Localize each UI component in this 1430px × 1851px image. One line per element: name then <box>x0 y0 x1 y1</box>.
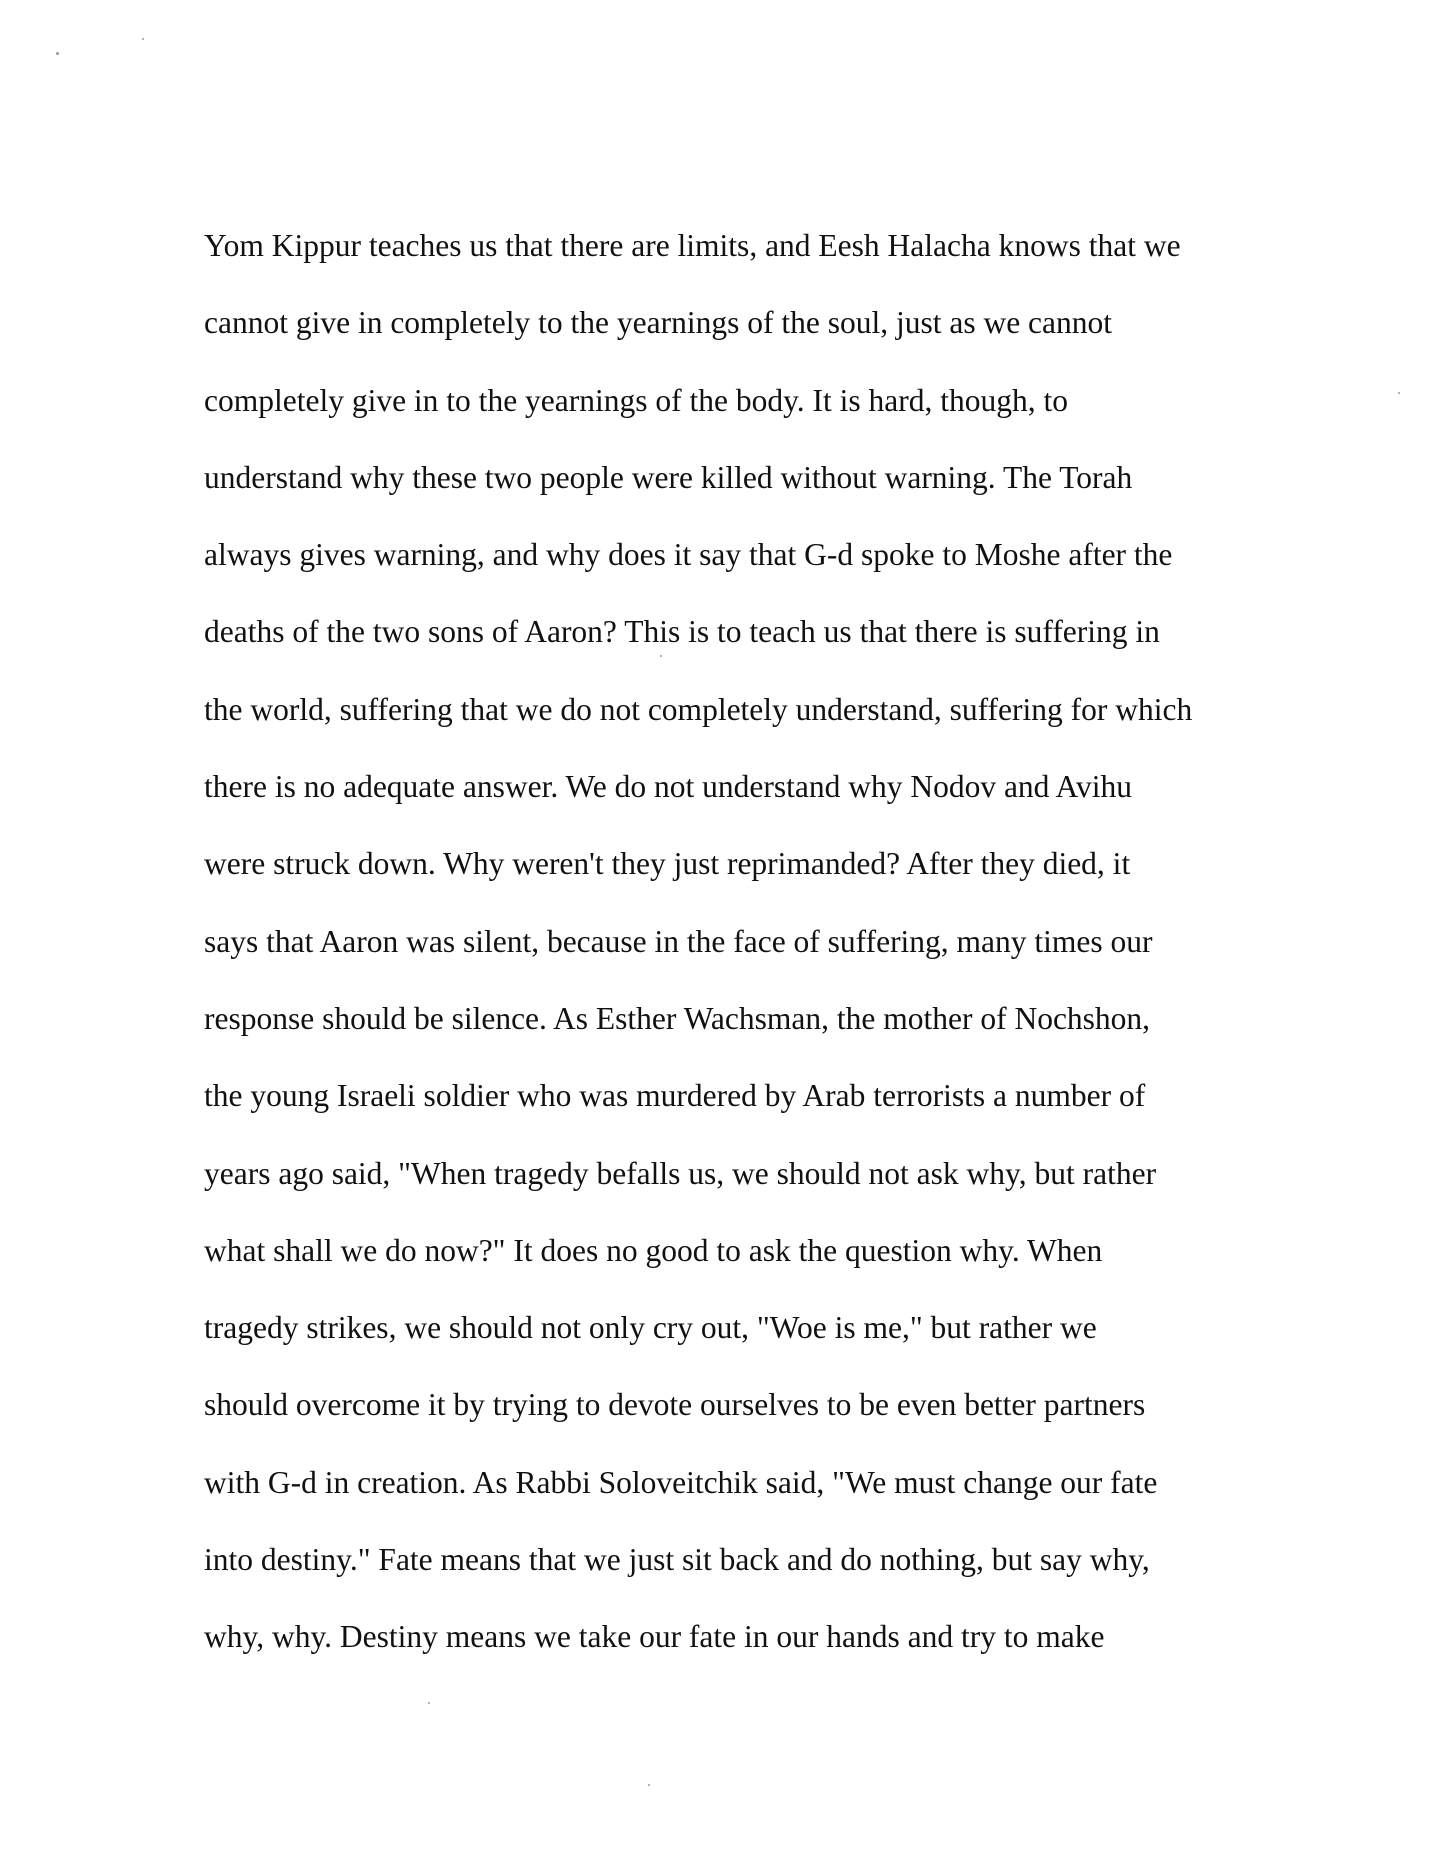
text-line: Yom Kippur teaches us that there are limits, and Eesh Halacha knows that we <box>204 228 1181 263</box>
scan-speck <box>648 1784 650 1786</box>
text-line: should overcome it by trying to devote ourselves to be even better partners <box>204 1387 1146 1423</box>
text-line: into destiny." Fate means that we just sit back and do nothing, but say why, <box>204 1542 1150 1578</box>
text-line: response should be silence. As Esther Wachsman, the mother of Nochshon, <box>204 1000 1151 1036</box>
scan-speck <box>1398 392 1400 394</box>
text-line: what shall we do now?" It does no good to ask the question why. When <box>204 1232 1103 1268</box>
text-line: there is no adequate answer. We do not understand why Nodov and Avihu <box>204 769 1132 805</box>
text-line: with G-d in creation. As Rabbi Soloveitchik said, "We must change our fate <box>204 1464 1158 1500</box>
text-line: understand why these two people were killed without warning. The Torah <box>204 459 1133 495</box>
text-line: cannot give in completely to the yearnings of the soul, just as we cannot <box>204 305 1113 341</box>
text-line: completely give in to the yearnings of the body. It is hard, though, to <box>204 382 1069 418</box>
text-line: always gives warning, and why does it say that G-d spoke to Moshe after the <box>204 537 1173 573</box>
scan-speck <box>428 1702 430 1704</box>
text-line: were struck down. Why weren't they just reprimanded? After they died, it <box>204 846 1131 882</box>
scan-speck <box>56 52 59 55</box>
text-line: deaths of the two sons of Aaron? This is to teach us that there is suffering in <box>204 614 1160 650</box>
text-line: years ago said, "When tragedy befalls us, we should not ask why, but rather <box>204 1155 1157 1191</box>
text-line: why, why. Destiny means we take our fate in our hands and try to make <box>204 1619 1105 1655</box>
body-text <box>204 220 1284 1689</box>
text-line: says that Aaron was silent, because in the face of suffering, many times our <box>204 923 1153 959</box>
text-line: the world, suffering that we do not completely understand, suffering for which <box>204 691 1193 727</box>
scan-speck <box>142 38 144 40</box>
text-line: tragedy strikes, we should not only cry out, "Woe is me," but rather we <box>204 1310 1097 1346</box>
text-line: the young Israeli soldier who was murdered by Arab terrorists a number of <box>204 1078 1146 1114</box>
